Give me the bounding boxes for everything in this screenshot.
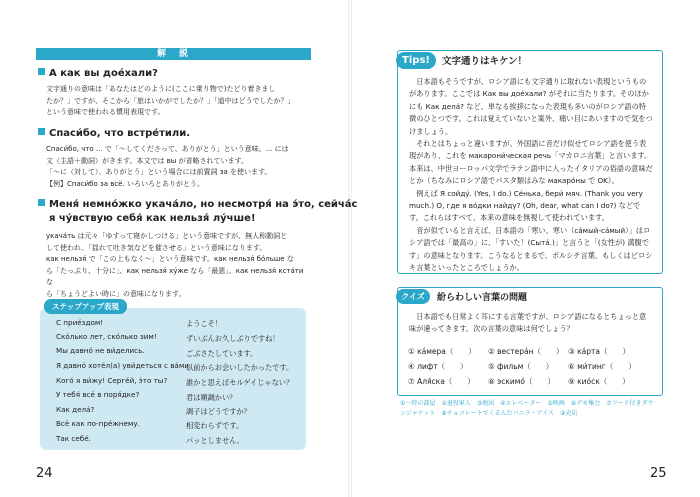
dialog-ja: ごぶさたしています。 bbox=[186, 349, 258, 358]
tips-text: 日本語もそうですが、ロシア語にも文字通りに取れない表現というものがあります。ここでは Как вы доéхали? がそれに当たります。そのほかにも Как дела́? など、単なる挨拶になった表現も多いのがロシア語の特徴のひとつです。これは覚えていないと案外、痛い目にあいますので気をつけましょう。 それとはちょっと違いますが、外国語に音だけ似せてロシア語を使う表現があり、これを макарони́ческая речь「マカロニ言葉」と言います。本来は、中世ヨーロッパ文学でラテン語中に入ったイタリアの俗語の意味だとか（ちなみにロシア語でパスタ類はみな макаро́ны で OK）。 例えば Я сойду́. (Yes, I do.) Сéнька, бери́ мяч. (Thank you very much.) О, где я во́дки найду? (Oh, dear, what can I do?) などです。これらはすべて、本来の意味を無視して使われています。 音が似ていると言えば、日本語の「寒い、寒い（са́мый-са́мый）」はロシア語では「最高の」に、「すいた！(Сыта́.)」と言うと「(女性が) 満腹です」の意味となります。こうなるとまるで、ボルシチ言葉、もしくはピロシキ言葉といったところでしょうか。 bbox=[409, 77, 653, 273]
dialog-ru: Как дела́? bbox=[56, 405, 95, 414]
quiz-item: ② вестерáн（ ） bbox=[488, 347, 564, 356]
quiz-item: ① ка́мера（ ） bbox=[408, 347, 476, 356]
quiz-item: ⑧ эскимо́（ ） bbox=[488, 377, 555, 386]
explanation-2: Спаси́бо, что ... で「～してくださって、ありがとう」という意味。... には 文（主語＋動詞）がきます。本文では вы が省略されています。 「～に（対して）、ありがとう」という場合には前置詞 за を使います。 【例】Спаси́бо за всё. いろいろとありがとう。 bbox=[46, 145, 289, 188]
quiz-item: ⑥ ми́тинг（ ） bbox=[568, 362, 636, 371]
tips-badge: Tips! bbox=[396, 52, 436, 69]
quiz-badge: クイズ bbox=[396, 289, 430, 304]
dialog-ru: С приéздом! bbox=[56, 318, 104, 327]
step-up-label: ステップアップ表現 bbox=[44, 299, 127, 314]
quiz-item: ④ лифт（ ） bbox=[408, 362, 468, 371]
dialog-ru: Кого́ я ви́жу! Серге́й, э́то ты? bbox=[56, 376, 168, 385]
dialog-ru: Всё как по-пре́жнему. bbox=[56, 419, 140, 428]
dialog-ru: Так себе́. bbox=[56, 434, 91, 443]
quiz-intro: 日本語でも日常よく耳にする言葉ですが、ロシア語になるとちょっと意味が違ってきます。次の言葉の意味は何でしょう？ bbox=[409, 312, 647, 334]
dialog-ja: 相変わらずです。 bbox=[186, 421, 244, 430]
quiz-item: ⑨ кио́ск（ ） bbox=[568, 377, 630, 386]
page-number-right: 25 bbox=[650, 466, 667, 481]
book-spine bbox=[348, 0, 352, 497]
section-header: 解 説 bbox=[36, 48, 311, 60]
square-bullet-icon bbox=[38, 199, 45, 206]
square-bullet-icon bbox=[38, 68, 45, 75]
quiz-title: 紛らわしい言葉の問題 bbox=[437, 293, 528, 303]
dialog-ja: ようこそ！ bbox=[186, 319, 222, 328]
phrase-heading-3: Меня́ немно́жко укача́ло, но несмотря́ на э́то, сейча́с bbox=[38, 199, 357, 210]
dialog-ja: ずいぶんお久しぶりですね！ bbox=[186, 334, 280, 343]
dialog-ja: 誰かと思えばセルゲイじゃない？ bbox=[186, 378, 294, 387]
dialog-ru: У тебя́ всё в поря́дке? bbox=[56, 390, 140, 399]
quiz-item: ③ ка́рта（ ） bbox=[568, 347, 630, 356]
quiz-item: ⑤ фильм（ ） bbox=[488, 362, 554, 371]
dialog-ru: Мы давно́ не ви́делись. bbox=[56, 346, 145, 355]
dialog-ja: パッとしません。 bbox=[186, 436, 244, 445]
page-number-left: 24 bbox=[36, 466, 53, 481]
square-bullet-icon bbox=[38, 128, 45, 135]
dialog-ja: 君は順調かい？ bbox=[186, 393, 237, 402]
dialog-ja: 調子はどうですか？ bbox=[186, 407, 251, 416]
quiz-answers: ①一時の部屋 ②退役軍人 ③地図 ④エレベーター ⑤映画 ⑥デモ集会 ⑦フード付きダウ ンジャケット ⑧チョコレートでくるんだバニラ・アイス ⑨売店 bbox=[400, 400, 654, 417]
quiz-item: ⑦ Аля́ска（ ） bbox=[408, 377, 475, 386]
phrase-heading-1: А как вы доéхали? bbox=[38, 68, 158, 79]
explanation-1: 文字通りの意味は「あなたはどのように(ここに乗り物で)たどり着きまし たか？」ですが、そこから「旅はいかがでしたか？」「道中はどうでしたか？」 という意味で使われる慣用表現です。 bbox=[46, 85, 295, 117]
tips-title: 文字通りはキケン！ bbox=[442, 56, 528, 67]
phrase-heading-2: Спаси́бо, что встре́тили. bbox=[38, 128, 190, 139]
explanation-3: укача́ть は元々「ゆすって寝かしつける」という意味ですが、無人称動詞と して使われ、「揺れて吐き気などを催させる」という意味になります。 как нельзя́ で「この上もなく～」という意味です。как нельзя́ бо́льше な ら「たっぷり、十分に」、как нельзя́ ху́же なら「最悪」、как нельзя́ кста́ти な ら「ちょうどよい時に」の意味になります。 bbox=[46, 232, 304, 298]
dialog-ru: Я давно́ хоте́л(а) уви́деться с ва́ми. bbox=[56, 361, 192, 370]
phrase-heading-3-line2: я чу́вствую себя́ как нельзя́ лу́чше! bbox=[49, 213, 256, 224]
dialog-ru: Ско́лько лет, ско́лько зим! bbox=[56, 332, 157, 341]
dialog-ja: 以前からお会いしたかったです。 bbox=[186, 363, 294, 372]
